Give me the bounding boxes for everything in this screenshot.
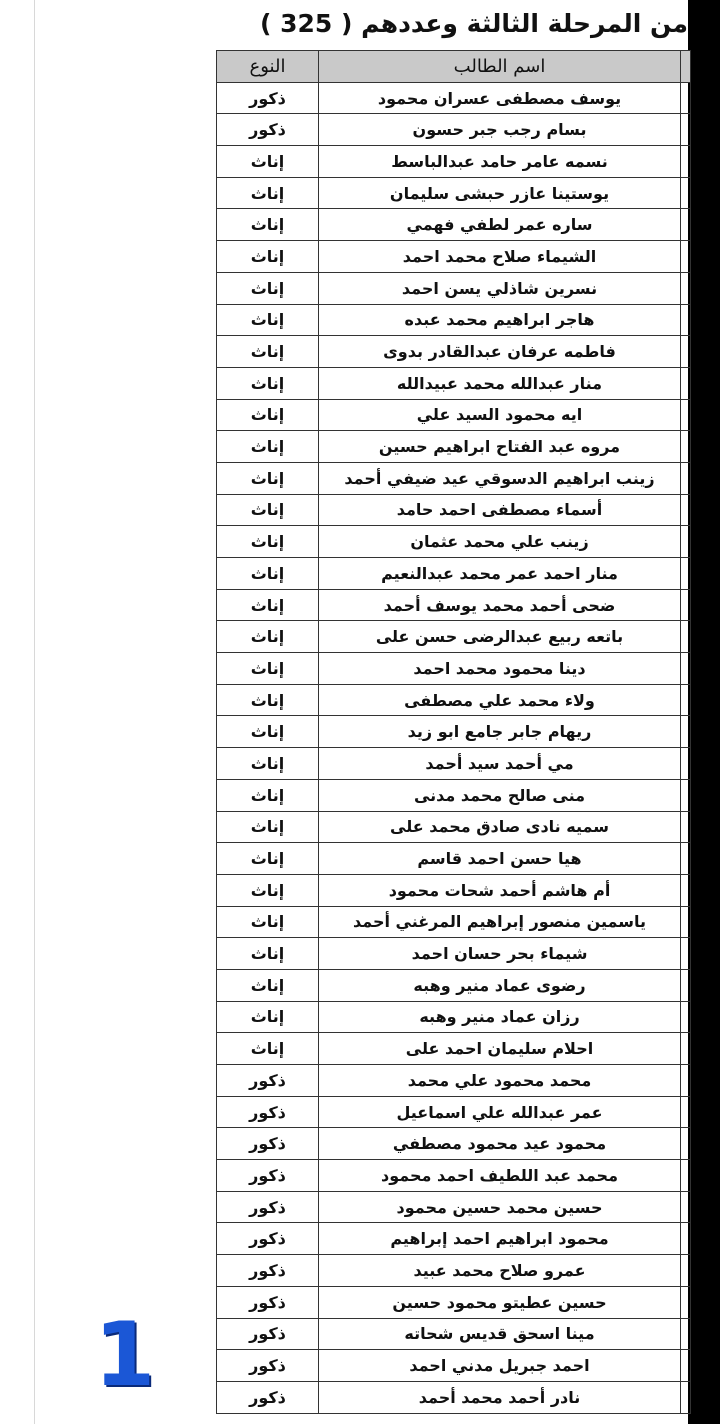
student-name: الشيماء صلاح محمد احمد [319,241,681,273]
student-gender: إناث [217,336,319,368]
table-row [217,367,691,399]
table-row [217,1318,691,1350]
student-name: ولاء محمد علي مصطفى [319,684,681,716]
student-name: منار عبدالله محمد عبيدالله [319,367,681,399]
student-name: منار احمد عمر محمد عبدالنعيم [319,558,681,590]
student-gender: ذكور [217,114,319,146]
row-extra-cell [681,1318,691,1350]
table-row [217,177,691,209]
row-extra-cell [681,1350,691,1382]
student-name: فاطمه عرفان عبدالقادر بدوى [319,336,681,368]
student-name: دينا محمود محمد احمد [319,653,681,685]
student-name: يوسف مصطفى عسران محمود [319,82,681,114]
student-gender: إناث [217,969,319,1001]
column-header-name: اسم الطالب [319,51,681,83]
student-name: شيماء بحر حسان احمد [319,938,681,970]
table-header-row [217,51,691,83]
row-extra-cell [681,336,691,368]
student-name: بسام رجب جبر حسون [319,114,681,146]
row-extra-cell [681,209,691,241]
row-extra-cell [681,558,691,590]
page-title: من المرحلة الثالثة وعددهم ( 325 ) [259,9,688,38]
table-row [217,146,691,178]
table-row [217,1191,691,1223]
student-gender: إناث [217,874,319,906]
student-name: محمود ابراهيم احمد إبراهيم [319,1223,681,1255]
row-extra-cell [681,1381,691,1413]
row-extra-cell [681,1001,691,1033]
student-name: رزان عماد منير وهبه [319,1001,681,1033]
row-extra-cell [681,748,691,780]
student-name: أسماء مصطفى احمد حامد [319,494,681,526]
table-row [217,1381,691,1413]
row-extra-cell [681,1065,691,1097]
table-row [217,336,691,368]
table-row [217,779,691,811]
student-name: احمد جبريل مدني احمد [319,1350,681,1382]
row-extra-cell [681,653,691,685]
student-gender: إناث [217,177,319,209]
student-gender: إناث [217,938,319,970]
student-name: حسين محمد حسين محمود [319,1191,681,1223]
row-extra-cell [681,146,691,178]
table-row [217,969,691,1001]
student-name: باتعه ربيع عبدالرضى حسن على [319,621,681,653]
table-row [217,748,691,780]
row-extra-cell [681,177,691,209]
student-gender: إناث [217,399,319,431]
student-gender: إناث [217,716,319,748]
row-extra-cell [681,874,691,906]
student-name: محمد عبد اللطيف احمد محمود [319,1160,681,1192]
student-gender: إناث [217,367,319,399]
row-extra-cell [681,1223,691,1255]
table-row [217,114,691,146]
student-gender: إناث [217,748,319,780]
student-name: نسرين شاذلي يسن احمد [319,272,681,304]
table-row [217,716,691,748]
student-gender: إناث [217,431,319,463]
student-name: محمد محمود علي محمد [319,1065,681,1097]
student-name: يوستينا عازر حبشى سليمان [319,177,681,209]
table-row [217,1350,691,1382]
student-name: سميه نادى صادق محمد على [319,811,681,843]
student-gender: ذكور [217,1286,319,1318]
student-gender: ذكور [217,1318,319,1350]
table-row [217,462,691,494]
student-name: ساره عمر لطفي فهمي [319,209,681,241]
student-name: مروه عبد الفتاح ابراهيم حسين [319,431,681,463]
table-row [217,241,691,273]
student-name: رضوى عماد منير وهبه [319,969,681,1001]
student-gender: إناث [217,304,319,336]
student-name: ياسمين منصور إبراهيم المرغني أحمد [319,906,681,938]
row-extra-cell [681,431,691,463]
student-gender: ذكور [217,1128,319,1160]
table-row [217,684,691,716]
student-gender: إناث [217,621,319,653]
student-gender: ذكور [217,1381,319,1413]
student-gender: إناث [217,589,319,621]
student-name: زينب ابراهيم الدسوقي عيد ضيفي أحمد [319,462,681,494]
table-row [217,1223,691,1255]
table-row [217,589,691,621]
student-gender: ذكور [217,1065,319,1097]
row-extra-cell [681,843,691,875]
row-extra-cell [681,82,691,114]
row-extra-cell [681,969,691,1001]
row-extra-cell [681,367,691,399]
student-name: عمر عبدالله علي اسماعيل [319,1096,681,1128]
table-row [217,1128,691,1160]
row-extra-cell [681,462,691,494]
row-extra-cell [681,399,691,431]
student-name: ايه محمود السيد علي [319,399,681,431]
table-row [217,304,691,336]
student-gender: إناث [217,906,319,938]
table-row [217,209,691,241]
page-number: 1 [94,1303,156,1406]
table-row [217,1096,691,1128]
student-name: ضحى أحمد محمد يوسف أحمد [319,589,681,621]
table-row [217,526,691,558]
row-extra-cell [681,1286,691,1318]
row-extra-cell [681,906,691,938]
student-name: نادر أحمد محمد أحمد [319,1381,681,1413]
row-extra-cell [681,494,691,526]
row-extra-cell [681,811,691,843]
table-row [217,938,691,970]
table-row [217,82,691,114]
table-row [217,1001,691,1033]
student-gender: إناث [217,272,319,304]
row-extra-cell [681,304,691,336]
table-row [217,653,691,685]
column-header-gender: النوع [217,51,319,83]
student-gender: إناث [217,653,319,685]
table-row [217,906,691,938]
student-name: محمود عيد محمود مصطفي [319,1128,681,1160]
student-name: هاجر ابراهيم محمد عبده [319,304,681,336]
table-row [217,1286,691,1318]
student-gender: إناث [217,558,319,590]
row-extra-cell [681,1096,691,1128]
student-gender: إناث [217,684,319,716]
student-name: مينا اسحق قديس شحاته [319,1318,681,1350]
row-extra-cell [681,1160,691,1192]
row-extra-cell [681,114,691,146]
row-extra-cell [681,716,691,748]
student-name: زينب علي محمد عثمان [319,526,681,558]
row-extra-cell [681,272,691,304]
row-extra-cell [681,684,691,716]
table-row [217,272,691,304]
student-name: منى صالح محمد مدنى [319,779,681,811]
student-gender: ذكور [217,1255,319,1287]
table-row [217,1065,691,1097]
student-gender: ذكور [217,1223,319,1255]
student-gender: إناث [217,526,319,558]
row-extra-cell [681,1191,691,1223]
row-extra-cell [681,1033,691,1065]
left-margin [0,0,35,1424]
row-extra-cell [681,1128,691,1160]
table-row [217,621,691,653]
table-row [217,431,691,463]
row-extra-cell [681,241,691,273]
student-gender: إناث [217,146,319,178]
student-gender: ذكور [217,1096,319,1128]
student-gender: إناث [217,811,319,843]
table-row [217,874,691,906]
student-gender: إناث [217,241,319,273]
student-gender: ذكور [217,1191,319,1223]
student-name: ريهام جابر جامع ابو زيد [319,716,681,748]
table-row [217,811,691,843]
student-gender: إناث [217,843,319,875]
student-gender: ذكور [217,82,319,114]
table-row [217,558,691,590]
row-extra-cell [681,1255,691,1287]
row-extra-cell [681,589,691,621]
table-row [217,843,691,875]
student-name: احلام سليمان احمد على [319,1033,681,1065]
row-extra-cell [681,621,691,653]
table-row [217,1255,691,1287]
student-gender: إناث [217,462,319,494]
student-name: هيا حسن احمد قاسم [319,843,681,875]
student-name: حسين عطيتو محمود حسين [319,1286,681,1318]
student-gender: إناث [217,1001,319,1033]
right-margin [688,0,720,1424]
student-name: نسمه عامر حامد عبدالباسط [319,146,681,178]
student-gender: إناث [217,1033,319,1065]
table-body [217,82,691,1413]
row-extra-cell [681,526,691,558]
row-extra-cell [681,938,691,970]
table-row [217,1033,691,1065]
student-name: عمرو صلاح محمد عبيد [319,1255,681,1287]
student-name: مي أحمد سيد أحمد [319,748,681,780]
student-table [216,50,691,1414]
table-row [217,399,691,431]
table-row [217,494,691,526]
student-gender: إناث [217,494,319,526]
student-gender: إناث [217,779,319,811]
student-gender: إناث [217,209,319,241]
student-gender: ذكور [217,1350,319,1382]
column-header-extra [681,51,691,83]
row-extra-cell [681,779,691,811]
student-name: أم هاشم أحمد شحات محمود [319,874,681,906]
student-gender: ذكور [217,1160,319,1192]
table-row [217,1160,691,1192]
